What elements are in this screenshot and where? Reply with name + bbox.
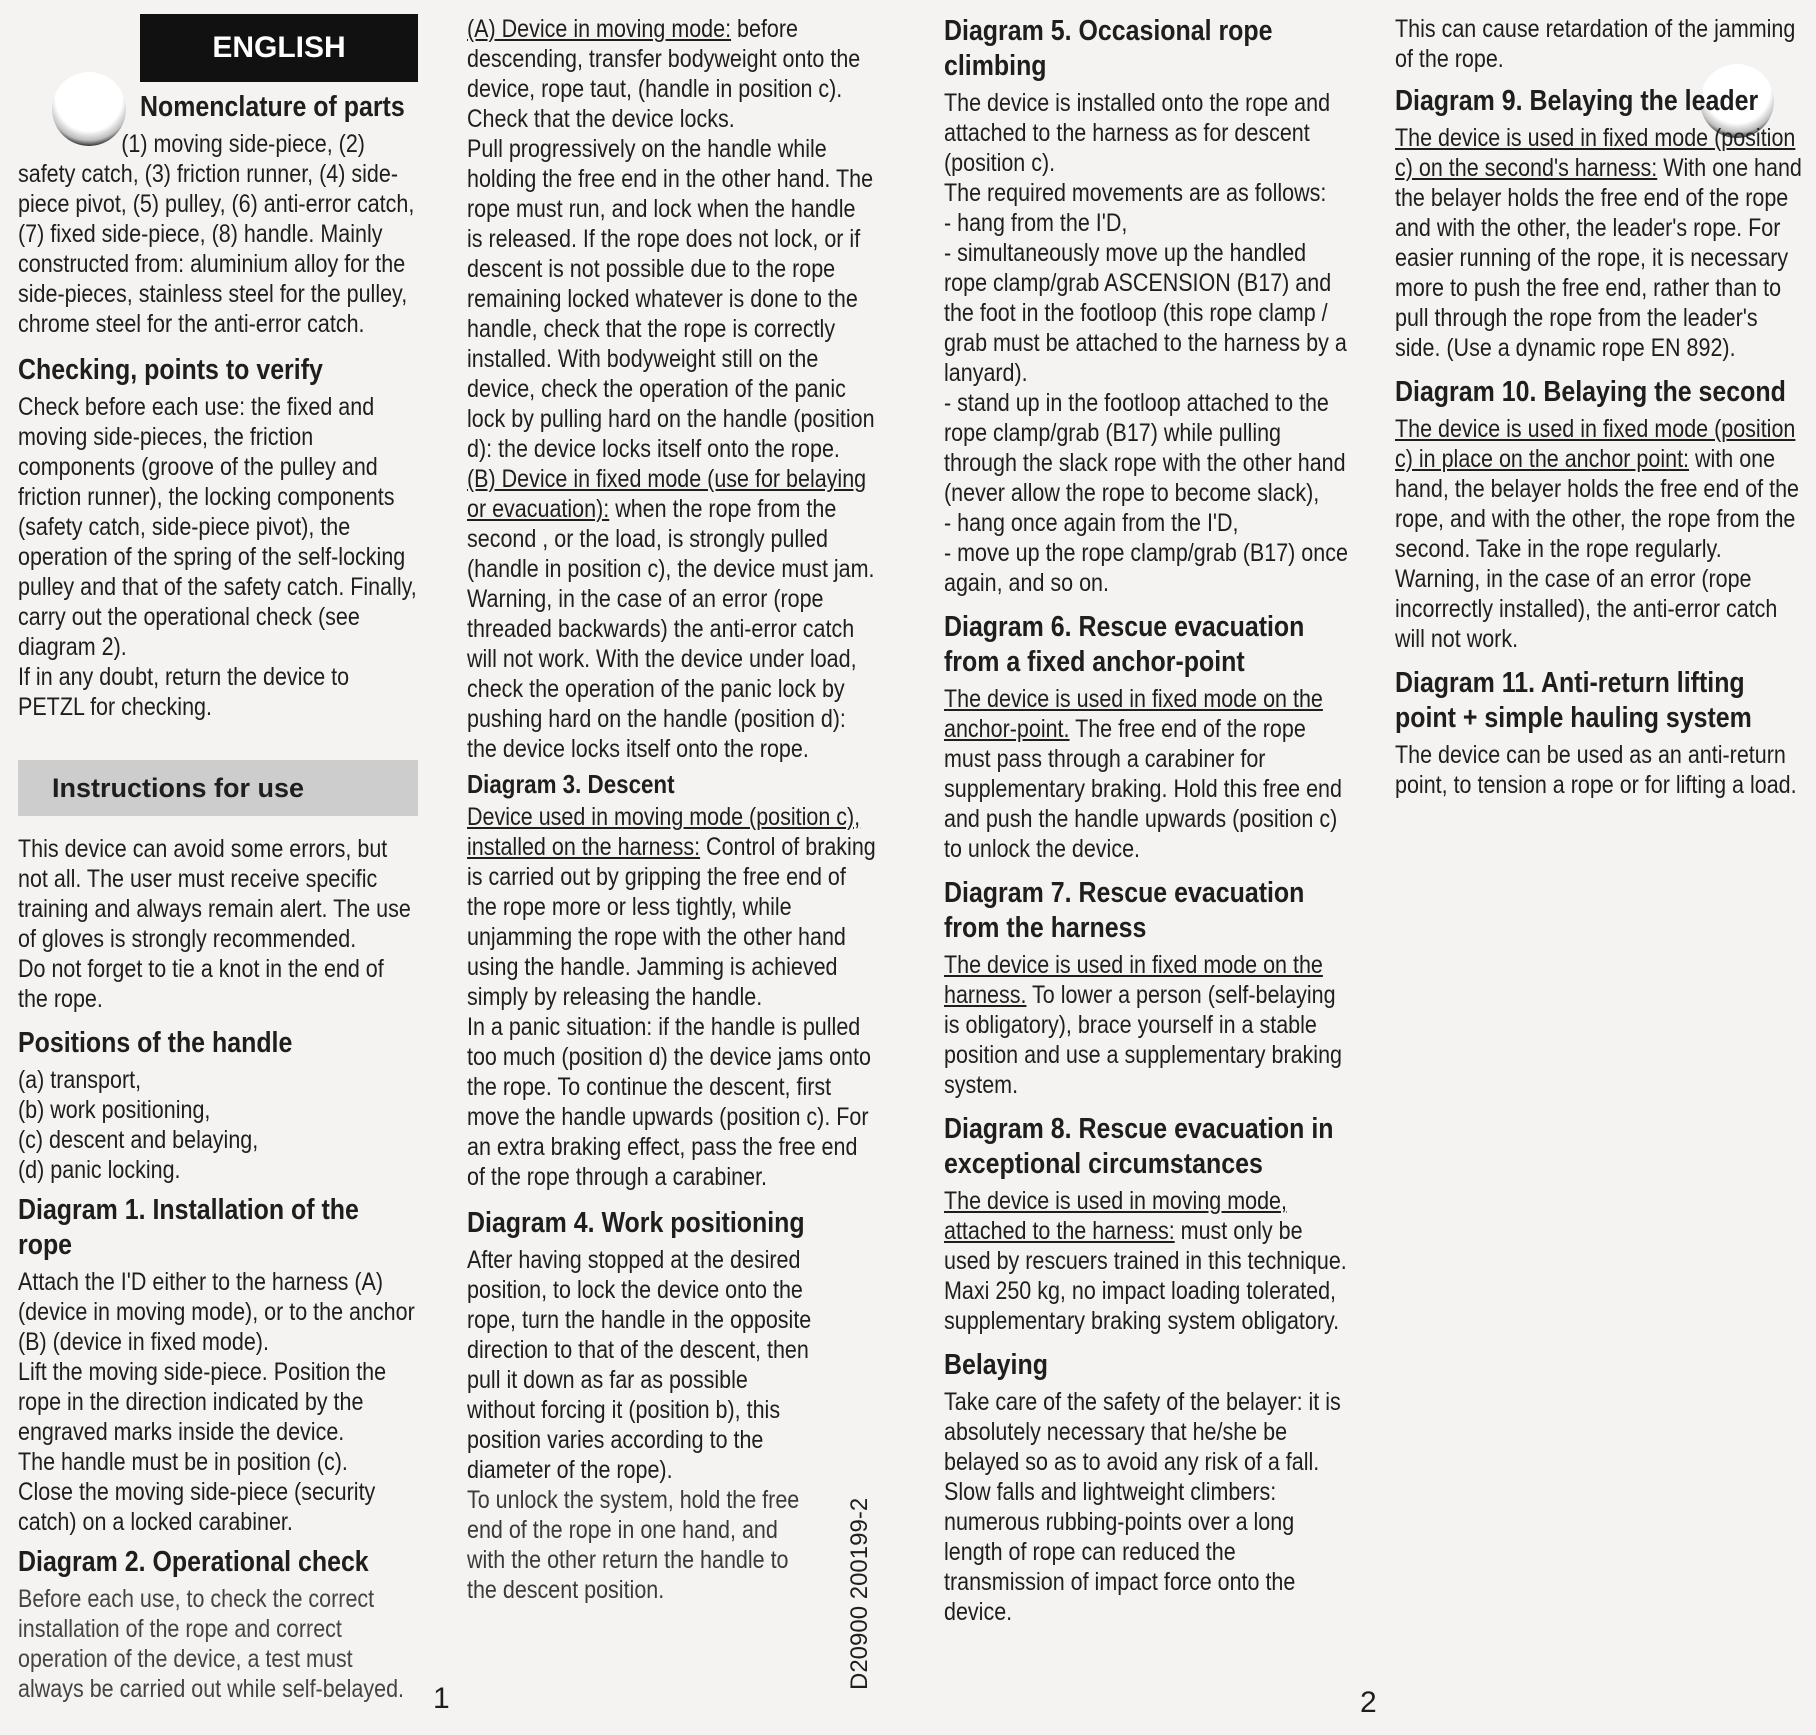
diagram-9-label: The device is used in fixed mode (position c) on the second's harness: (1395, 124, 1796, 182)
mode-b-label: (B) Device in fixed mode (use for belaying or evacuation): (467, 465, 867, 523)
diagram-5-step: - hang once again from the I'D, (944, 509, 1239, 537)
mode-b-text: when the rope from the second , or the load, is strongly pulled (handle in position c), the device must jam. Warning, in the case of an error (rope threaded backwards) the anti-error catch will not work. With the device under load, check the operation of the panic lock by pushing hard on the handle (position d): the device locks itself onto the rope. (467, 495, 875, 763)
checking-text-2: If in any doubt, return the device to PETZL for checking. (18, 663, 350, 721)
handle-item: (c) descent and belaying, (18, 1126, 259, 1154)
diagram-5-text-2: The required movements are as follows: (944, 179, 1327, 207)
diagram-10-text (1395, 414, 1804, 654)
diagram-2-title: Diagram 2. Operational check (18, 1546, 369, 1578)
diagram-2-text: Before each use, to check the correct installation of the rope and correct operation of the device, a test must always be carried out while self-belayed. (18, 1585, 405, 1703)
diagram-5-title: Diagram 5. Occasional rope climbing (944, 15, 1273, 82)
diagram-2-mode-a (467, 14, 876, 134)
diagram-1-text-4: Close the moving side-piece (security catch) on a locked carabiner. (18, 1478, 376, 1536)
diagram-6-title: Diagram 6. Rescue evacuation from a fixed anchor-point (944, 611, 1305, 678)
column-1 (18, 14, 418, 1704)
diagram-1-text-2: Lift the moving side-piece. Position the rope in the direction indicated by the engraved marks inside the device. (18, 1358, 387, 1446)
diagram-11-title: Diagram 11. Anti-return lifting point + simple hauling system (1395, 667, 1752, 734)
diagram-10-label: The device is used in fixed mode (position c) in place on the anchor point: (1395, 415, 1796, 473)
checking-text: Check before each use: the fixed and moving side-pieces, the friction components (groove of the pulley and friction runner), the locking components (safety catch, side-piece pivot), the operation of the spring of the self-locking pulley and that of the safety catch. Finally, carry out the operational check (see diagram 2). (18, 393, 417, 661)
column-3 (944, 14, 1354, 1627)
diagram-1-text: Attach the I'D either to the harness (A) (device in moving mode), or to the anchor (B) (device in fixed mode). (18, 1268, 415, 1356)
handle-item: (a) transport, (18, 1066, 142, 1094)
diagram-9-text (1395, 123, 1804, 363)
diagram-6-body: The free end of the rope must pass through a carabiner for supplementary braking. Hold this free end and push the handle upwards (position c) to unlock the device. (944, 715, 1342, 863)
diagram-3-label: Device used in moving mode (position c), installed on the harness: (467, 803, 861, 861)
diagram-4-title: Diagram 4. Work positioning (467, 1207, 805, 1239)
diagram-2-mode-b (467, 464, 876, 764)
belaying-text-3: This can cause retardation of the jamming of the rope. (1395, 15, 1796, 73)
diagram-4-text-2: To unlock the system, hold the free end of the rope in one hand, and with the other return the handle to the descent position. (467, 1486, 800, 1604)
belaying-text-2: Slow falls and lightweight climbers: numerous rubbing-points over a long length of rope can reduced the transmission of impact force onto the device. (944, 1478, 1296, 1626)
handle-item: (b) work positioning, (18, 1096, 211, 1124)
diagram-5-step: - move up the rope clamp/grab (B17) once again, and so on. (944, 539, 1348, 597)
language-tab: ENGLISH (140, 14, 418, 82)
diagram-8-label: The device is used in moving mode, attached to the harness: (944, 1187, 1287, 1245)
nomenclature-title: Nomenclature of parts (140, 91, 405, 123)
diagram-5-step: - hang from the I'D, (944, 209, 1128, 237)
diagram-7-label: The device is used in fixed mode on the harness. (944, 951, 1323, 1009)
diagram-3-body: Control of braking is carried out by gripping the free end of the rope more or less tightly, while unjamming the rope with the other hand using the handle. Jamming is achieved simply by releasing the handle. (467, 833, 876, 1011)
diagram-3-title: Diagram 3. Descent (467, 769, 675, 799)
diagram-5-step: - simultaneously move up the handled rope clamp/grab ASCENSION (B17) and the foot in the footloop (this rope clamp / grab must be attached to the harness by a lanyard). (944, 239, 1347, 387)
diagram-3-text (467, 802, 876, 1012)
mode-a-label: (A) Device in moving mode: (467, 15, 732, 43)
belaying-title: Belaying (944, 1349, 1048, 1381)
diagram-5-text: The device is installed onto the rope and attached to the harness as for descent (position c). (944, 89, 1331, 177)
diagram-4-text: After having stopped at the desired position, to lock the device onto the rope, turn the handle in the opposite direction to that of the descent, then pull it down as far as possible without forcing it (position b), this position varies according to the diameter of the rope). (467, 1246, 812, 1484)
diagram-8-body: must only be used by rescuers trained in this technique. Maxi 250 kg, no impact loading tolerated, supplementary braking system obligatory. (944, 1217, 1347, 1335)
page-number-1: 1 (433, 1682, 450, 1715)
column-4 (1395, 14, 1805, 800)
document-code: D20900 200199-2 (846, 1497, 873, 1690)
diagram-1-title: Diagram 1. Installation of the rope (18, 1194, 359, 1261)
mode-a-text: before descending, transfer bodyweight onto the device, rope taut, (handle in position c). Check that the device locks. (467, 15, 861, 133)
nomenclature-text: (1) moving side-piece, (2) safety catch, (3) friction runner, (4) side-piece pivot, (5) pulley, (6) anti-error catch, (7) fixed side-piece, (8) handle. Mainly constructed from: aluminium alloy for the side-pieces, stainless steel for the pulley, chrome steel for the anti-error catch. (18, 130, 415, 338)
diagram-7-title: Diagram 7. Rescue evacuation from the harness (944, 877, 1305, 944)
diagram-8-text (944, 1186, 1353, 1336)
diagram-5-step: - stand up in the footloop attached to the rope clamp/grab (B17) while pulling through the slack rope with the other hand (never allow the rope to become slack), (944, 389, 1346, 507)
checking-title: Checking, points to verify (18, 354, 323, 386)
diagram-6-text (944, 684, 1353, 864)
diagram-3-text-2: In a panic situation: if the handle is pulled too much (position d) the device jams onto the rope. To continue the descent, first move the handle upwards (position c). For an extra braking effect, pass the free end of the rope through a carabiner. (467, 1013, 871, 1191)
diagram-7-text (944, 950, 1353, 1100)
diagram-10-body: with one hand, the belayer holds the free end of the rope, and with the other, the rope from the second. Take in the rope regularly. Warning, in the case of an error (rope incorrectly installed), the anti-error catch will not work. (1395, 445, 1800, 653)
diagram-9-title: Diagram 9. Belaying the leader (1395, 85, 1759, 117)
diagram-8-title: Diagram 8. Rescue evacuation in exceptional circumstances (944, 1113, 1334, 1180)
diagram-10-title: Diagram 10. Belaying the second (1395, 376, 1786, 408)
instructions-text: This device can avoid some errors, but not all. The user must receive specific training and always remain alert. The use of gloves is strongly recommended. (18, 835, 411, 953)
diagram-6-label: The device is used in fixed mode on the anchor-point. (944, 685, 1323, 743)
handle-item: (d) panic locking. (18, 1156, 181, 1184)
instructions-text-2: Do not forget to tie a knot in the end of the rope. (18, 955, 384, 1013)
page-number-2: 2 (1360, 1686, 1377, 1719)
instructions-title: Instructions for use (18, 760, 418, 816)
diagram-2-mode-a-text-2: Pull progressively on the handle while holding the free end in the other hand. The rope must run, and lock when the handle is released. If the rope does not lock, or if descent is not possible due to the rope remaining locked whatever is done to the handle, check that the rope is correctly installed. With bodyweight still on the device, check the operation of the panic lock by pulling hard on the handle (position d): the device locks itself onto the rope. (467, 135, 875, 463)
diagram-1-text-3: The handle must be in position (c). (18, 1448, 348, 1476)
handle-title: Positions of the handle (18, 1027, 293, 1059)
belaying-text: Take care of the safety of the belayer: it is absolutely necessary that he/she be belayed so as to avoid any risk of a fall. (944, 1388, 1341, 1476)
diagram-9-body: With one hand the belayer holds the free end of the rope and with the other, the leader's rope. For easier running of the rope, it is necessary more to push the free end, rather than to pull through the rope from the leader's side. (Use a dynamic rope EN 892). (1395, 154, 1802, 362)
column-2 (467, 14, 877, 1605)
diagram-11-text: The device can be used as an anti-return point, to tension a rope or for lifting a load. (1395, 741, 1797, 799)
diagram-7-body: To lower a person (self-belaying is obligatory), brace yourself in a stable position and use a supplementary braking system. (944, 981, 1343, 1099)
